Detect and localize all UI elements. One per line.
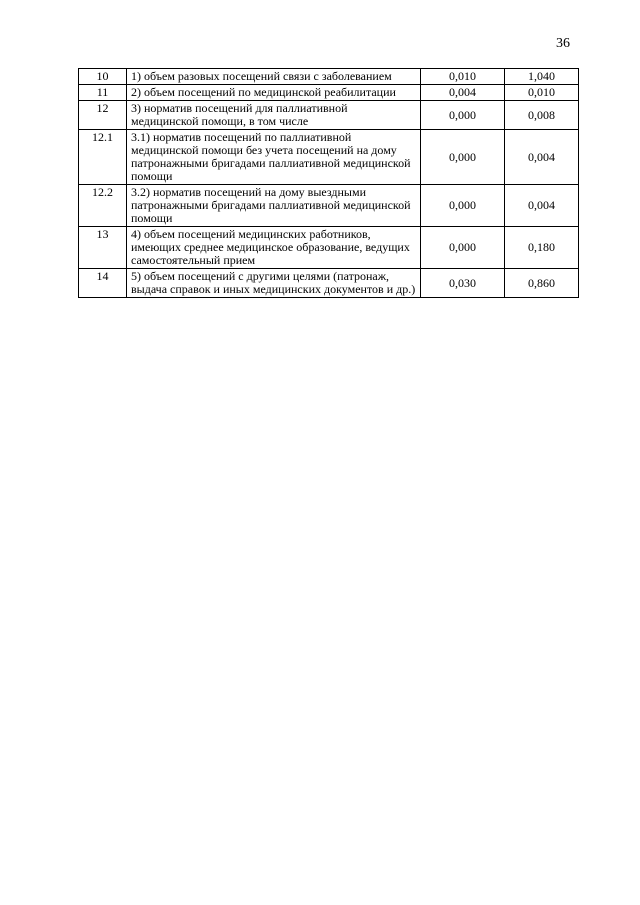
row-number: 14 bbox=[79, 269, 127, 298]
row-number: 12.1 bbox=[79, 130, 127, 185]
table-row bbox=[79, 101, 579, 130]
row-description: 3.1) норматив посещений по паллиативной медицинской помощи без учета посещений на дому патронажными бригадами паллиативной медицинской помощи bbox=[127, 130, 421, 185]
row-number: 12 bbox=[79, 101, 127, 130]
row-number: 13 bbox=[79, 227, 127, 269]
row-number: 11 bbox=[79, 85, 127, 101]
row-value-1: 0,004 bbox=[421, 85, 505, 101]
row-value-2: 0,860 bbox=[505, 269, 579, 298]
row-number: 10 bbox=[79, 69, 127, 85]
row-description: 3) норматив посещений для паллиативной медицинской помощи, в том числе bbox=[127, 101, 421, 130]
row-value-2: 0,010 bbox=[505, 85, 579, 101]
row-value-1: 0,010 bbox=[421, 69, 505, 85]
row-value-1: 0,000 bbox=[421, 130, 505, 185]
row-description: 2) объем посещений по медицинской реабилитации bbox=[127, 85, 421, 101]
row-value-2: 0,004 bbox=[505, 185, 579, 227]
table-row bbox=[79, 69, 579, 85]
row-description: 3.2) норматив посещений на дому выездными патронажными бригадами паллиативной медицинской помощи bbox=[127, 185, 421, 227]
norms-table bbox=[78, 68, 579, 298]
table-row bbox=[79, 269, 579, 298]
table-row bbox=[79, 227, 579, 269]
row-value-2: 0,008 bbox=[505, 101, 579, 130]
row-number: 12.2 bbox=[79, 185, 127, 227]
page-number: 36 bbox=[556, 36, 570, 51]
table-row bbox=[79, 185, 579, 227]
row-value-1: 0,030 bbox=[421, 269, 505, 298]
row-value-2: 0,004 bbox=[505, 130, 579, 185]
row-description: 1) объем разовых посещений связи с заболеванием bbox=[127, 69, 421, 85]
row-description: 4) объем посещений медицинских работников, имеющих среднее медицинское образование, ведущих самостоятельный прием bbox=[127, 227, 421, 269]
row-value-2: 0,180 bbox=[505, 227, 579, 269]
row-value-1: 0,000 bbox=[421, 185, 505, 227]
table-row bbox=[79, 130, 579, 185]
table-row bbox=[79, 85, 579, 101]
row-description: 5) объем посещений с другими целями (патронаж, выдача справок и иных медицинских документов и др.) bbox=[127, 269, 421, 298]
row-value-2: 1,040 bbox=[505, 69, 579, 85]
row-value-1: 0,000 bbox=[421, 101, 505, 130]
row-value-1: 0,000 bbox=[421, 227, 505, 269]
